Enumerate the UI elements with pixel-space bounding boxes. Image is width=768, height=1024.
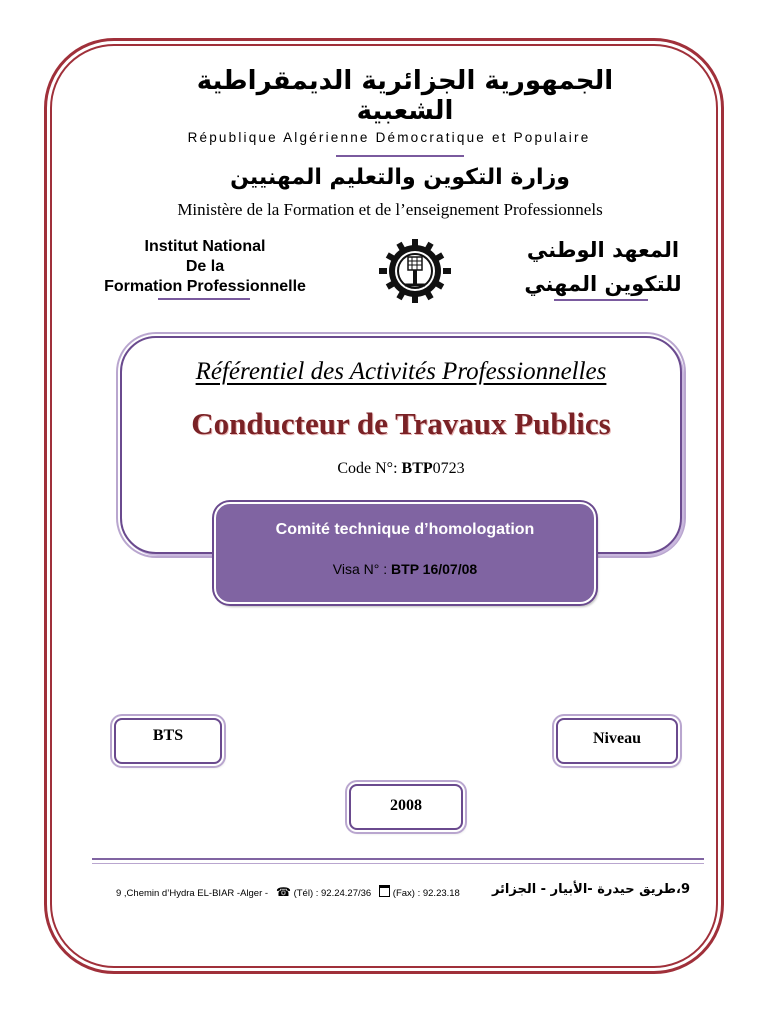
institute-line-1: Institut National — [144, 238, 266, 255]
code-line — [120, 460, 682, 478]
visa-label: Visa N° : — [332, 561, 392, 577]
footer-rule — [92, 858, 704, 860]
visa-line — [214, 561, 596, 577]
institute-arabic-line-1: المعهد الوطني — [526, 238, 680, 262]
divider-rule — [336, 155, 464, 157]
gear-emblem-icon — [376, 239, 454, 303]
year-box: 2008 — [349, 784, 463, 830]
footer-arabic-address: 9،طريق حيدرة -الأبيار - الجزائر — [491, 882, 690, 897]
institute-line-2: De la — [185, 258, 225, 275]
level-box: Niveau — [556, 718, 678, 764]
arabic-republic-title: الجمهورية الجزائرية الديمقراطية الشعبية — [196, 66, 614, 126]
institute-arabic-underline — [554, 299, 648, 301]
homologation-box — [214, 502, 596, 604]
french-ministry-title: Ministère de la Formation et de l’enseignement Professionnels — [177, 200, 603, 219]
institute-line-3: Formation Professionnelle — [104, 278, 306, 295]
institute-arabic-line-2: للتكوين المهني — [524, 272, 682, 296]
diploma-box: BTS — [114, 718, 222, 764]
fax-icon — [379, 885, 390, 897]
document-title: Conducteur de Travaux Publics — [191, 406, 611, 441]
arabic-ministry-title: وزارة التكوين والتعليم المهنيين — [230, 165, 570, 190]
footer-rule-thin — [92, 863, 704, 864]
code-number: 0723 — [432, 460, 465, 477]
comite-heading: Comité technique d’homologation — [275, 521, 535, 538]
institute-french-name — [80, 237, 330, 297]
tel-text: (Tél) : 92.24.27/36 — [293, 888, 372, 899]
institute-underline — [158, 298, 250, 300]
fax-text: (Fax) : 92.23.18 — [392, 888, 460, 899]
french-republic-title: République Algérienne Démocratique et Populaire — [187, 130, 591, 145]
phone-icon: ☎ — [275, 885, 291, 899]
code-label: Code N°: — [337, 460, 402, 477]
institute-arabic-name — [510, 233, 696, 301]
code-prefix: BTP — [401, 460, 433, 477]
referentiel-heading: Référentiel des Activités Professionnelles — [195, 358, 607, 385]
visa-value: BTP 16/07/08 — [391, 561, 478, 577]
address-text: 9 ,Chemin d’Hydra EL-BIAR -Alger - — [116, 888, 269, 899]
footer-address — [116, 885, 530, 899]
